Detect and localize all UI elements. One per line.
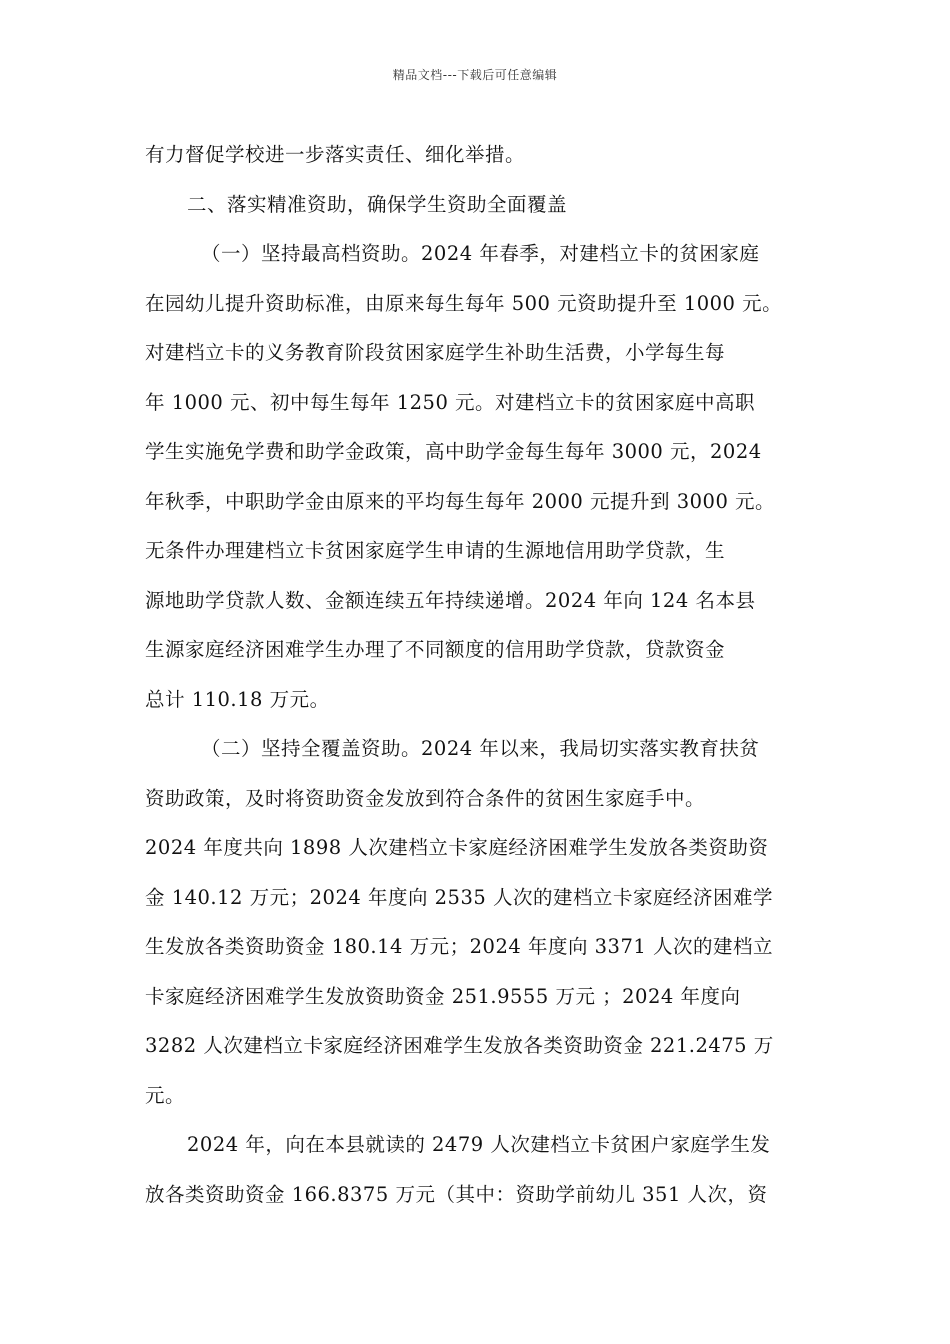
section-heading: 二、落实精准资助，确保学生资助全面覆盖 [187,192,568,216]
text-line: 年 1000 元、初中每生每年 1250 元。对建档立卡的贫困家庭中高职 [145,390,756,414]
text-line: 源地助学贷款人数、金额连续五年持续递增。2024 年向 124 名本县 [145,588,756,612]
text-line: 卡家庭经济困难学生发放资助资金 251.9555 万元 ；2024 年度向 [145,984,741,1008]
text-line: 放各类资助资金 166.8375 万元（其中：资助学前幼儿 351 人次，资 [145,1182,768,1206]
text-line: 学生实施免学费和助学金政策，高中助学金每生每年 3000 元，2024 [145,440,762,463]
document-body [145,130,810,1219]
text-line: 无条件办理建档立卡贫困家庭学生申请的生源地信用助学贷款，生 [145,539,726,562]
text-line: 有力督促学校进一步落实责任、细化举措。 [145,143,526,166]
text-line: 资助政策，及时将资助资金发放到符合条件的贫困生家庭手中。 [145,786,706,810]
text-line: 生源家庭经济困难学生办理了不同额度的信用助学贷款，贷款资金 [145,638,726,661]
text-line: 生发放各类资助资金 180.14 万元；2024 年度向 3371 人次的建档立 [145,935,773,958]
text-line: 金 140.12 万元；2024 年度向 2535 人次的建档立卡家庭经济困难学 [145,885,773,909]
text-line: 总计 110.18 万元。 [145,687,330,711]
text-line: 年秋季，中职助学金由原来的平均每生每年 2000 元提升到 3000 元。 [145,489,776,513]
paragraph-start: 2024 年，向在本县就读的 2479 人次建档立卡贫困户家庭学生发 [187,1133,771,1156]
text-line: 在园幼儿提升资助标准，由原来每生每年 500 元资助提升至 1000 元。 [145,291,783,315]
paragraph-start: （二）坚持全覆盖资助。2024 年以来，我局切实落实教育扶贫 [201,737,760,760]
text-line: 3282 人次建档立卡家庭经济困难学生发放各类资助资金 221.2475 万 [145,1034,774,1057]
text-line: 2024 年度共向 1898 人次建档立卡家庭经济困难学生发放各类资助资 [145,836,769,859]
text-line: 对建档立卡的义务教育阶段贫困家庭学生补助生活费，小学每生每 [145,341,726,364]
paragraph-start: （一）坚持最高档资助。2024 年春季，对建档立卡的贫困家庭 [201,242,760,265]
text-line: 元。 [145,1083,186,1107]
page-header: 精品文档---下载后可任意编辑 [392,68,558,82]
